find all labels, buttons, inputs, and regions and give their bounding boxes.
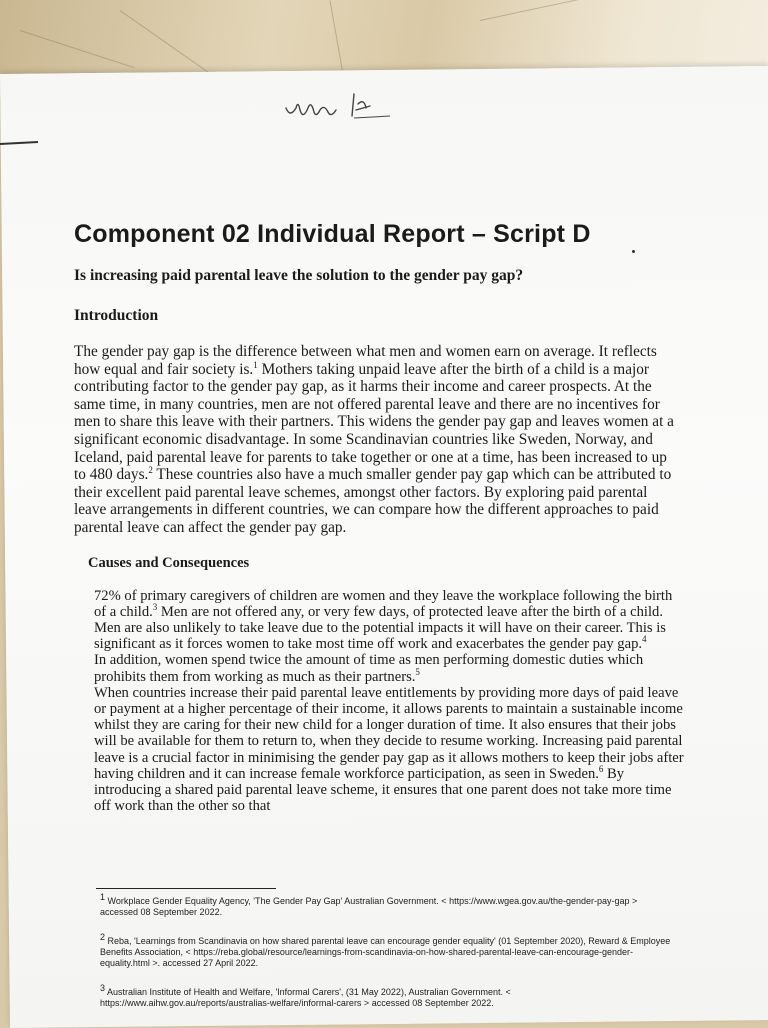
footnote-ref: 5 bbox=[415, 666, 420, 677]
intro-text-part: The gender pay gap is the difference between what men and women earn on average. It reflects how equal and fair society is. bbox=[74, 343, 657, 378]
footnote-ref: 6 bbox=[598, 763, 604, 774]
causes-text-part: By introducing a shared paid parental leave scheme, it ensures that one parent does not take more time off work than the other so that bbox=[94, 765, 672, 815]
footnote-text: Australian Institute of Health and Welfare, 'Informal Carers', (31 May 2022), Australian Government. < https://www.aihw.gov.au/reports/australias-welfare/informal-carers > accessed 08 September 2022. bbox=[100, 987, 511, 1008]
footnote-text: Workplace Gender Equality Agency, 'The Gender Pay Gap' Australian Government. < https://www.wgea.gov.au/the-gender-pay-gap > accessed 08 September 2022. bbox=[100, 896, 638, 917]
footnote-ref: 2 bbox=[148, 465, 153, 476]
introduction-paragraph bbox=[74, 343, 674, 537]
footnote-item bbox=[100, 892, 672, 918]
footnote-number: 3 bbox=[100, 983, 106, 993]
causes-text-part: In addition, women spend twice the amount of time as men performing domestic duties which prohibits them from working as much as their partners. bbox=[94, 652, 644, 685]
footnote-divider bbox=[96, 888, 276, 889]
page-title: Component 02 Individual Report – Script D bbox=[74, 220, 591, 248]
section-heading-causes: Causes and Consequences bbox=[88, 554, 250, 571]
causes-paragraph bbox=[94, 588, 686, 653]
footnote-ref: 4 bbox=[642, 634, 647, 645]
report-body bbox=[74, 220, 684, 815]
causes-text-part: Men are not offered any, or very few days, of protected leave after the birth of a child. Men are also unlikely to take leave due to the potential impacts it will have on their career. This is significant as it forces women to take most time off work and exacerbates the gender pay gap. bbox=[94, 603, 666, 653]
footnote-ref: 3 bbox=[152, 601, 158, 612]
section-heading-introduction: Introduction bbox=[74, 307, 159, 324]
marble-vein bbox=[480, 0, 637, 21]
causes-paragraph bbox=[94, 685, 686, 815]
handwritten-signature bbox=[282, 86, 402, 126]
footnote-ref: 1 bbox=[253, 359, 258, 370]
causes-text-part: 72% of primary caregivers of children are women and they leave the workplace following the birth of a child. bbox=[94, 587, 673, 620]
marble-vein bbox=[20, 30, 134, 68]
report-question: Is increasing paid parental leave the solution to the gender pay gap? bbox=[74, 267, 524, 284]
causes-text-part: When countries increase their paid parental leave entitlements by providing more days of paid leave or payment at a higher percentage of their income, it allows parents to maintain a sustainable income whilst they are caring for their new child for a longer duration of time. It also ensures that their jobs will be available for them to return to, when they decide to resume working. Increasing paid parental leave is a crucial factor in minimising the gender pay gap as it allows mothers to keep their jobs after having children and it can increase female workforce participation, as seen in Sweden. bbox=[94, 684, 684, 782]
footnote-number: 1 bbox=[100, 892, 106, 902]
causes-section bbox=[94, 588, 686, 815]
footnote-item bbox=[100, 932, 672, 969]
causes-paragraph bbox=[94, 652, 686, 684]
footnote-text: Reba, 'Learnings from Scandinavia on how shared parental leave can encourage gender equality' (01 September 2020), Reward & Employee Benefits Association, < https://reba.global/resource/learnings-from-scandinavia-on-how-shared-parental-leave-can-encourage-gender-equality.html >. accessed 27 April 2022. bbox=[100, 936, 671, 968]
footnote-number: 2 bbox=[100, 932, 106, 942]
footnote-item bbox=[100, 983, 672, 1009]
intro-text-part: These countries also have a much smaller gender pay gap which can be attributed to their excellent paid parental leave schemes, amongst other factors. By exploring paid parental leave arrangements in different countries, we can compare how the different approaches to paid parental leave can affect the gender pay gap. bbox=[74, 466, 672, 536]
intro-text-part: Mothers taking unpaid leave after the birth of a child is a major contributing factor to the gender pay gap, as it harms their income and career prospects. At the same time, in many countries, men are not offered parental leave and there are no incentives for men to share this leave with their partners. This widens the gender pay gap and leaves women at a significant economic disadvantage. In some Scandinavian countries like Sweden, Norway, and Iceland, paid parental leave for parents to take together or one at a time, has been increased to up to 480 days. bbox=[74, 360, 674, 484]
footnotes bbox=[100, 892, 672, 1027]
